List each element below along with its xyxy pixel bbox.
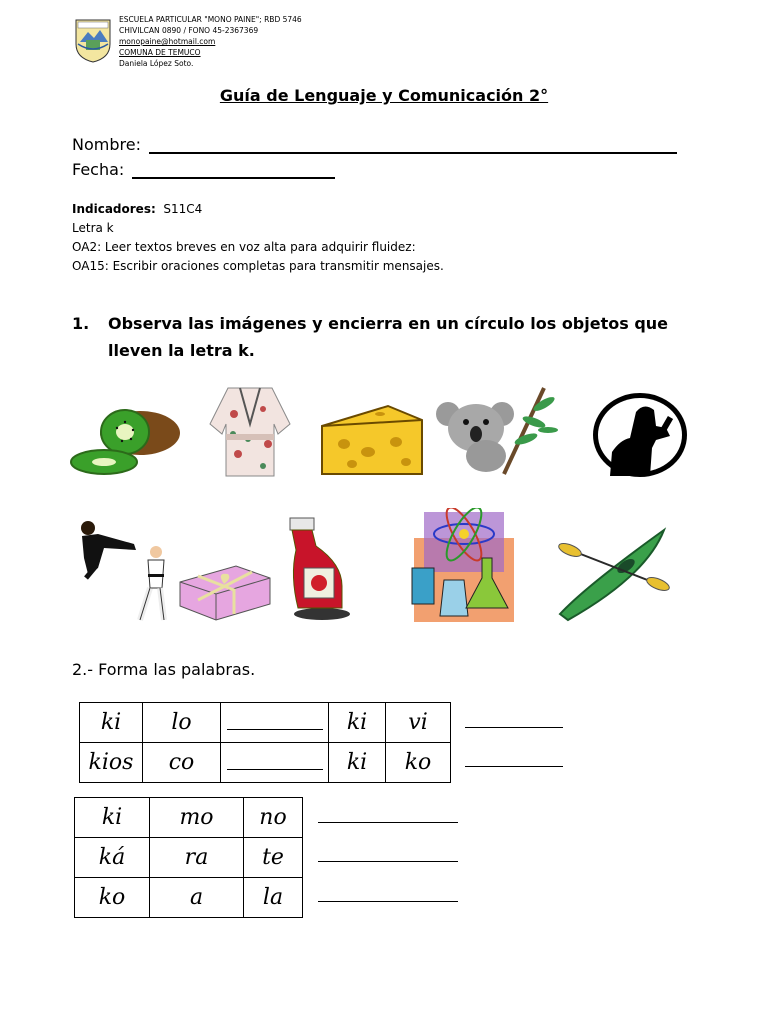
lab-science-image[interactable] xyxy=(404,508,522,624)
syllable-cell: vi xyxy=(386,703,451,743)
indicator-line: OA2: Leer textos breves en voz alta para adquirir fluidez: xyxy=(72,240,416,254)
answer-line[interactable] xyxy=(318,861,458,862)
syllable-cell: ko xyxy=(75,878,150,918)
syllable-cell: ki xyxy=(329,743,386,783)
nombre-line[interactable] xyxy=(149,136,677,154)
question-1-number: 1. xyxy=(72,314,90,333)
school-name: ESCUELA PARTICULAR "MONO PAINE"; RBD 5746 xyxy=(119,15,302,24)
syllable-cell: lo xyxy=(143,703,221,743)
table-row xyxy=(75,838,303,878)
syllable-cell: ra xyxy=(150,838,244,878)
answer-line[interactable] xyxy=(465,766,563,767)
cheese-image[interactable] xyxy=(318,400,426,480)
teacher-name: Daniela López Soto. xyxy=(119,59,194,68)
karate-image[interactable] xyxy=(74,518,170,624)
answer-line[interactable] xyxy=(465,727,563,728)
syllable-cell: ko xyxy=(386,743,451,783)
indicators-block xyxy=(72,200,444,276)
package-image[interactable] xyxy=(176,562,274,622)
page-title: Guía de Lenguaje y Comunicación 2° xyxy=(219,86,549,105)
table-row xyxy=(80,743,451,783)
syllable-cell: te xyxy=(244,838,303,878)
fecha-line[interactable] xyxy=(132,161,335,179)
syllable-cell: ki xyxy=(329,703,386,743)
syllable-cell: ká xyxy=(75,838,150,878)
syllable-cell: kios xyxy=(80,743,143,783)
question-2: 2.- Forma las palabras. xyxy=(72,660,256,679)
syllable-cell: a xyxy=(150,878,244,918)
question-1-text: Observa las imágenes y encierra en un círculo los objetos que lleven la letra k. xyxy=(108,314,669,360)
syllable-cell: ki xyxy=(80,703,143,743)
indicators-code: S11C4 xyxy=(163,202,203,216)
table-row xyxy=(75,798,303,838)
school-address: CHIVILCAN 0890 / FONO 45-2367369 xyxy=(119,26,259,35)
syllable-cell: la xyxy=(244,878,303,918)
question-1 xyxy=(72,310,712,364)
fecha-field[interactable] xyxy=(72,160,335,179)
kayak-image[interactable] xyxy=(556,526,672,622)
school-email[interactable]: monopaine@hotmail.com xyxy=(119,37,216,46)
school-comuna: COMUNA DE TEMUCO xyxy=(119,48,201,57)
nombre-field[interactable] xyxy=(72,135,677,154)
school-logo xyxy=(72,14,114,64)
kimono-image[interactable] xyxy=(208,384,292,480)
answer-line[interactable] xyxy=(318,901,458,902)
fecha-label: Fecha: xyxy=(72,160,125,179)
answer-line[interactable] xyxy=(318,822,458,823)
nombre-label: Nombre: xyxy=(72,135,141,154)
syllable-cell: co xyxy=(143,743,221,783)
indicators-label: Indicadores: xyxy=(72,202,156,216)
indicator-line: Letra k xyxy=(72,221,114,235)
table-row xyxy=(75,878,303,918)
table-row xyxy=(80,703,451,743)
ketchup-image[interactable] xyxy=(282,516,354,622)
school-header xyxy=(119,14,302,69)
answer-cell[interactable] xyxy=(221,703,329,743)
syllable-cell: ki xyxy=(75,798,150,838)
indicator-line: OA15: Escribir oraciones completas para transmitir mensajes. xyxy=(72,259,444,273)
syllable-table-1 xyxy=(79,702,451,783)
syllable-cell: mo xyxy=(150,798,244,838)
singer-image[interactable] xyxy=(590,390,690,480)
syllable-table-2 xyxy=(74,797,303,918)
syllable-cell: no xyxy=(244,798,303,838)
koala-image[interactable] xyxy=(434,384,559,478)
answer-cell[interactable] xyxy=(221,743,329,783)
kiwi-image[interactable] xyxy=(70,400,185,478)
